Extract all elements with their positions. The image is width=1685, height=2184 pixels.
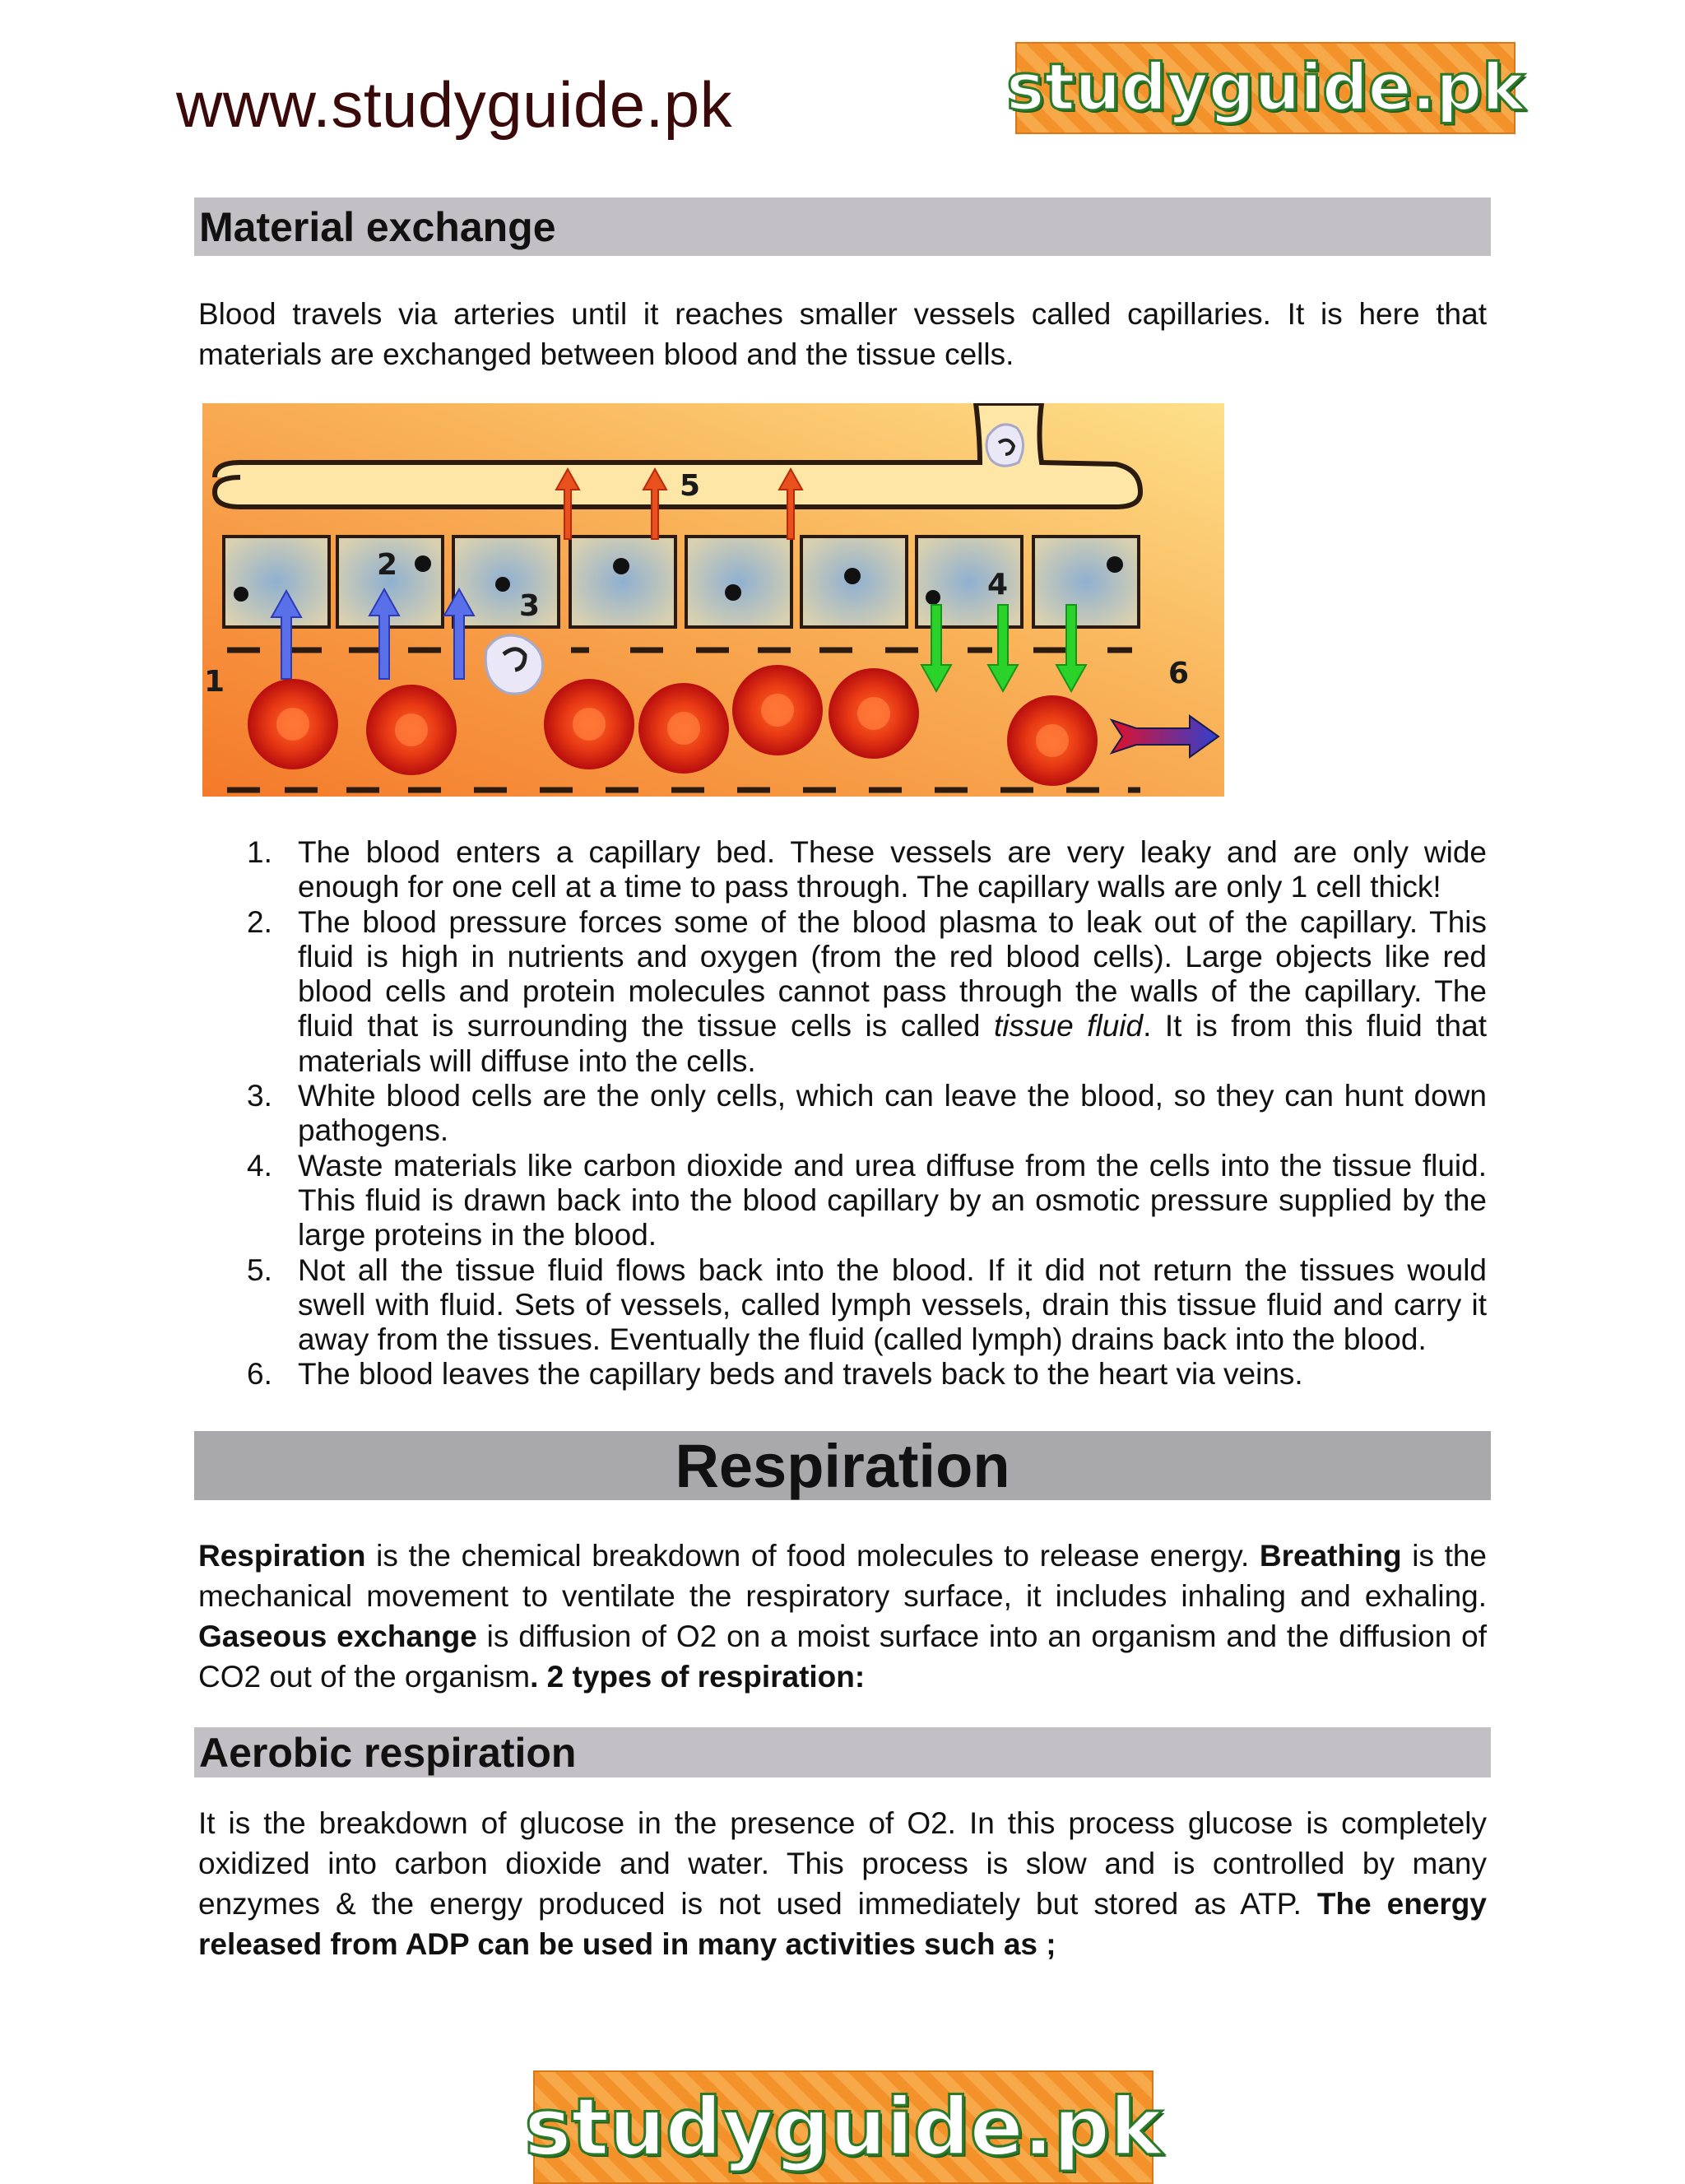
material-exchange-intro: Blood travels via arteries until it reaches smaller vessels called capillaries. It is here that materials are exchanged between blood and the tissue cells. xyxy=(198,297,1487,371)
site-logo[interactable]: studyguide.pk xyxy=(1015,42,1516,134)
list-item: 3. White blood cells are the only cells, which can leave the blood, so they can hunt down pathogens. xyxy=(247,1079,1487,1148)
aerobic-respiration-heading: Aerobic respiration xyxy=(194,1727,1491,1777)
list-item: 5. Not all the tissue fluid flows back into the blood. If it did not return the tissues would swell with fluid. Sets of vessels, called lymph vessels, drain this tissue fluid and carry it away from the tissues. Eventually the fluid (called lymph) drains back into the blood. xyxy=(247,1252,1487,1357)
list-item: 6. The blood leaves the capillary beds and travels back to the heart via veins. xyxy=(247,1357,1303,1392)
tissue-fluid-term: tissue fluid xyxy=(994,1009,1144,1043)
respiration-heading: Respiration xyxy=(194,1431,1491,1500)
footer-logo[interactable]: studyguide.pk xyxy=(533,2070,1154,2184)
list-item: 4. Waste materials like carbon dioxide and urea diffuse from the cells into the tissue fluid. This fluid is drawn back into the blood capillary by an osmotic pressure supplied by the large proteins in the blood. xyxy=(247,1148,1487,1252)
capillary-exchange-diagram xyxy=(202,403,1224,797)
list-item: 2. The blood pressure forces some of the blood plasma to leak out of the capillary. This fluid is high in nutrients and oxygen (from the red blood cells). Large objects like red blood cells and protein molecules cannot pass through the walls of the capillary. The fluid that is surrounding the tissue cells is called tissue fluid. It is from this fluid that materials will diffuse into the cells. xyxy=(247,904,1487,1078)
diagram-label-6: 6 xyxy=(1168,657,1190,690)
list-item: 1. The blood enters a capillary bed. These vessels are very leaky and are only wide enough for one cell at a time to pass through. The capillary walls are only 1 cell thick! xyxy=(247,835,1487,904)
diagram-label-3: 3 xyxy=(519,589,541,623)
site-url[interactable]: www.studyguide.pk xyxy=(176,68,733,141)
aerobic-respiration-text: It is the breakdown of glucose in the presence of O2. In this process glucose is completely oxidized into carbon dioxide and water. This process is slow and is controlled by many enzymes & the energy produced is not used immediately but stored as ATP. The energy released from ADP can be used in many activities such as ; xyxy=(198,1806,1487,1961)
diagram-label-5: 5 xyxy=(680,469,701,503)
material-exchange-heading: Material exchange xyxy=(194,197,1491,256)
diagram-label-1: 1 xyxy=(204,665,225,699)
material-exchange-steps xyxy=(247,835,1487,1392)
diagram-label-2: 2 xyxy=(377,548,398,582)
respiration-definitions: Respiration is the chemical breakdown of food molecules to release energy. Breathing is the mechanical movement to ventilate the respiratory surface, it includes inhaling and exhaling. Gaseous exchange is diffusion of O2 on a moist surface into an organism and the diffusion of CO2 out of the organism. 2 types of respiration: xyxy=(198,1539,1487,1694)
diagram-label-4: 4 xyxy=(987,568,1009,602)
